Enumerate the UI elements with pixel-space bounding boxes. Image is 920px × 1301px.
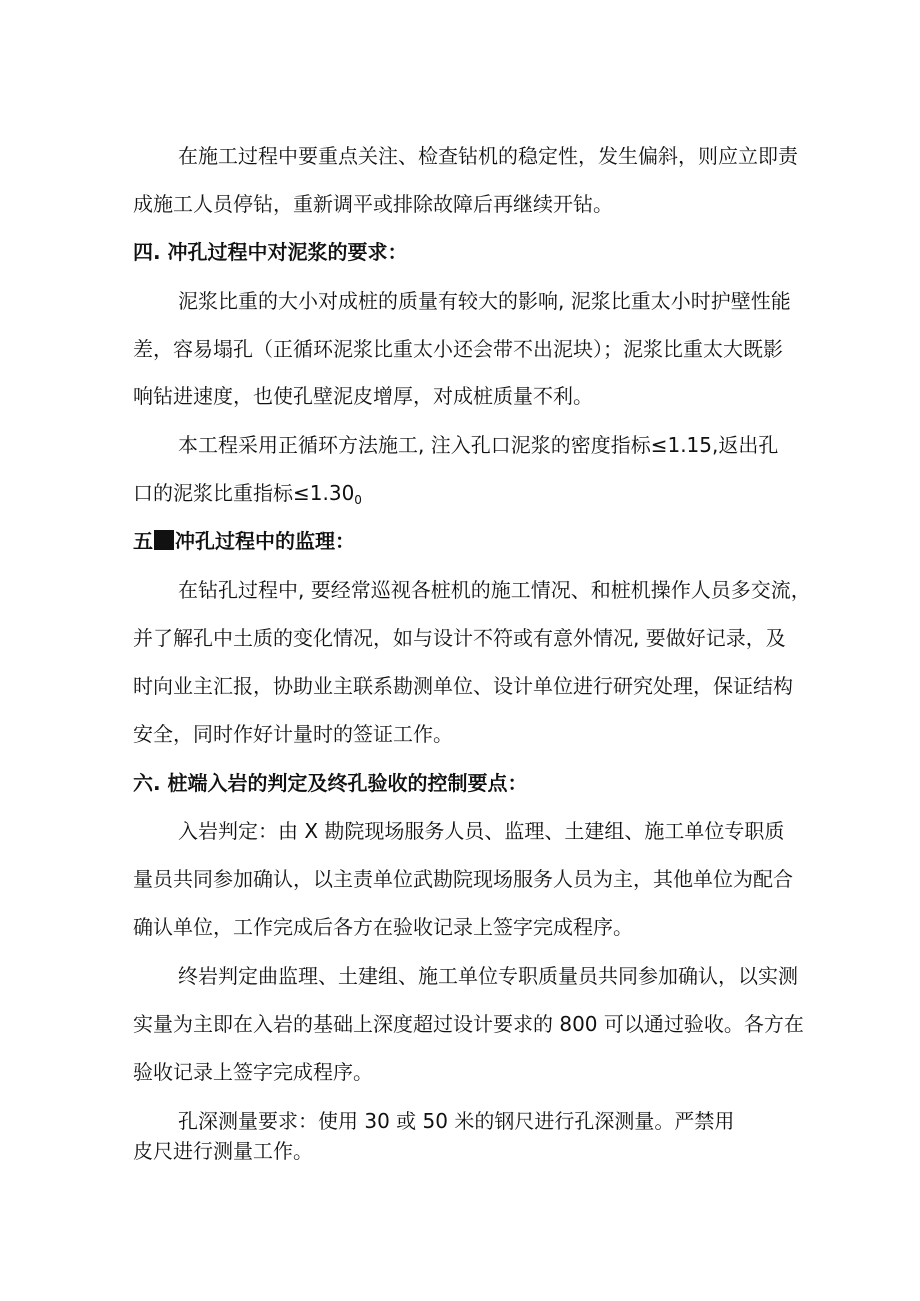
paragraph-line: 实量为主即在入岩的基础上深度超过设计要求的 800 可以通过验收。各方在: [133, 1012, 804, 1036]
paragraph-line: 量员共同参加确认，以主责单位武勘院现场服务人员为主，其他单位为配合: [133, 867, 793, 891]
paragraph-line: 时向业主汇报，协助业主联系勘测单位、设计单位进行研究处理，保证结构: [133, 674, 793, 698]
paragraph-line: 孔深测量要求：使用 30 或 50 米的钢尺进行孔深测量。严禁用: [178, 1109, 735, 1133]
section-heading-5: [133, 526, 793, 556]
paragraph-line: 在钻孔过程中, 要经常巡视各桩机的施工情况、和桩机操作人员多交流，: [178, 578, 811, 602]
paragraph-line: 安全，同时作好计量时的签证工作。: [133, 722, 453, 746]
paragraph-line: 本工程采用正循环方法施工, 注入孔口泥浆的密度指标≤1.15,返出孔: [178, 433, 779, 457]
paragraph-line: 响钻进速度，也使孔壁泥皮增厚，对成桩质量不利。: [133, 384, 593, 408]
paragraph-line: 成施工人员停钻，重新调平或排除故障后再继续开钻。: [133, 192, 613, 216]
section-heading-4: 四. 冲孔过程中对泥浆的要求：: [133, 240, 408, 264]
paragraph-line: 验收记录上签字完成程序。: [133, 1060, 373, 1084]
section-heading-6: 六. 桩端入岩的判定及终孔验收的控制要点：: [133, 771, 528, 795]
paragraph-line: 确认单位，工作完成后各方在验收记录上签字完成程序。: [133, 915, 633, 939]
paragraph-line: 终岩判定曲监理、土建组、施工单位专职质量员共同参加确认，以实测: [178, 964, 798, 988]
paragraph-line: 入岩判定：由 X 勘院现场服务人员、监理、土建组、施工单位专职质: [178, 819, 785, 843]
paragraph-line: 差，容易塌孔（正循环泥浆比重太小还会带不出泥块）；泥浆比重太大既影: [133, 337, 783, 361]
paragraph-line: [133, 478, 793, 515]
paragraph-line: 并了解孔中土质的变化情况，如与设计不符或有意外情况, 要做好记录，及: [133, 626, 786, 650]
paragraph-line: 泥浆比重的大小对成桩的质量有较大的影响, 泥浆比重太小时护壁性能: [178, 289, 791, 313]
paragraph-line: 皮尺进行测量工作。: [133, 1139, 313, 1163]
heading-number: 五: [133, 529, 153, 553]
heading-text: 冲孔过程中的监理：: [175, 529, 355, 553]
density-text: 口的泥浆比重指标≤1.30: [133, 481, 355, 505]
subscript-mark: 0: [354, 493, 362, 507]
black-square-mark: [154, 530, 174, 550]
paragraph-line: 在施工过程中要重点关注、检查钻机的稳定性，发生偏斜，则应立即责: [178, 144, 798, 168]
